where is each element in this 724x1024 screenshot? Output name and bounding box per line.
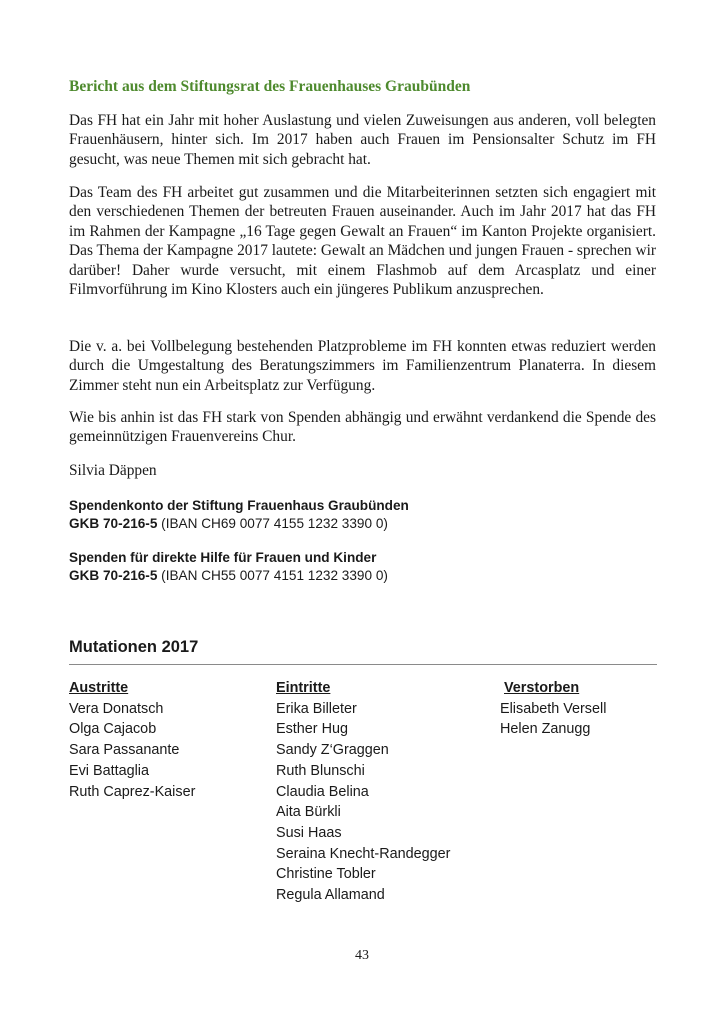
report-paragraph-1: Das FH hat ein Jahr mit hoher Auslastung und vielen Zuweisungen aus anderen, voll belegten Frauenhäusern, hinter sich. Im 2017 haben auch Frauen im Pensionsalter Schutz im FH gesucht, was neue Themen mit sich gebracht hat. [69, 112, 656, 168]
austritte-name: Evi Battaglia [69, 762, 149, 779]
eintritte-name: Aita Bürkli [276, 804, 341, 821]
eintritte-list [276, 699, 450, 906]
report-signature: Silvia Däppen [69, 462, 157, 479]
austritte-name: Ruth Caprez-Kaiser [69, 783, 196, 800]
eintritte-name: Sandy Z‘Graggen [276, 742, 389, 759]
account-iban: (IBAN CH69 0077 4155 1232 3390 0) [157, 515, 388, 531]
austritte-name: Sara Passanante [69, 742, 180, 759]
eintritte-name: Susi Haas [276, 824, 342, 841]
donation-account-2 [69, 549, 388, 584]
report-paragraph-2: Das Team des FH arbeitet gut zusammen und die Mitarbeiterinnen setzten sich engagiert mit den verschiedenen Themen der betreuten Frauen auseinander. Auch im Jahr 2017 hat das FH im Rahmen der Kampagne „16 Tage gegen Gewalt an Frauen“ im Kanton Projekte organisiert. Das Thema der Kampagne 2017 lautete: Gewalt an Mädchen und jungen Frauen - sprechen wir darüber! Daher wurde versucht, mit einem Flashmob auf dem Arcasplatz und einer Filmvorführung im Kino Klosters auch ein jüngeres Publikum anzusprechen. [69, 184, 656, 299]
account-iban: (IBAN CH55 0077 4151 1232 3390 0) [157, 567, 388, 583]
account-number: GKB 70-216-5 [69, 567, 158, 583]
verstorben-list [500, 699, 606, 740]
verstorben-name: Elisabeth Versell [500, 700, 607, 717]
report-heading: Bericht aus dem Stiftungsrat des Frauenhauses Graubünden [69, 78, 471, 95]
donation-account-1 [69, 497, 409, 532]
austritte-list [69, 699, 195, 803]
report-paragraph-4: Wie bis anhin ist das FH stark von Spenden abhängig und erwähnt verdankend die Spende des gemeinnützigen Frauenvereins Chur. [69, 409, 656, 446]
account-title: Spenden für direkte Hilfe für Frauen und Kinder [69, 550, 377, 565]
austritte-name: Vera Donatsch [69, 700, 164, 717]
eintritte-name: Ruth Blunschi [276, 762, 365, 779]
verstorben-name: Helen Zanugg [500, 721, 591, 738]
eintritte-column [276, 678, 450, 906]
account-title: Spendenkonto der Stiftung Frauenhaus Graubünden [69, 498, 409, 513]
account-number: GKB 70-216-5 [69, 515, 158, 531]
report-paragraph-3: Die v. a. bei Vollbelegung bestehenden Platzprobleme im FH konnten etwas reduziert werden durch die Umgestaltung des Beratungszimmers im Familienzentrum Planaterra. In diesem Zimmer steht nun ein Arbeitsplatz zur Verfügung. [69, 338, 656, 394]
eintritte-name: Claudia Belina [276, 783, 369, 800]
eintritte-name: Regula Allamand [276, 887, 385, 904]
eintritte-name: Esther Hug [276, 721, 348, 738]
eintritte-name: Erika Billeter [276, 700, 357, 717]
austritte-name: Olga Cajacob [69, 721, 157, 738]
verstorben-header: Verstorben [504, 680, 580, 696]
verstorben-column [500, 678, 606, 740]
eintritte-name: Seraina Knecht-Randegger [276, 845, 451, 862]
eintritte-header: Eintritte [276, 680, 331, 696]
austritte-column [69, 678, 195, 802]
mutationen-heading: Mutationen 2017 [69, 638, 657, 665]
eintritte-name: Christine Tobler [276, 866, 376, 883]
austritte-header: Austritte [69, 680, 129, 696]
page-number: 43 [355, 948, 369, 963]
